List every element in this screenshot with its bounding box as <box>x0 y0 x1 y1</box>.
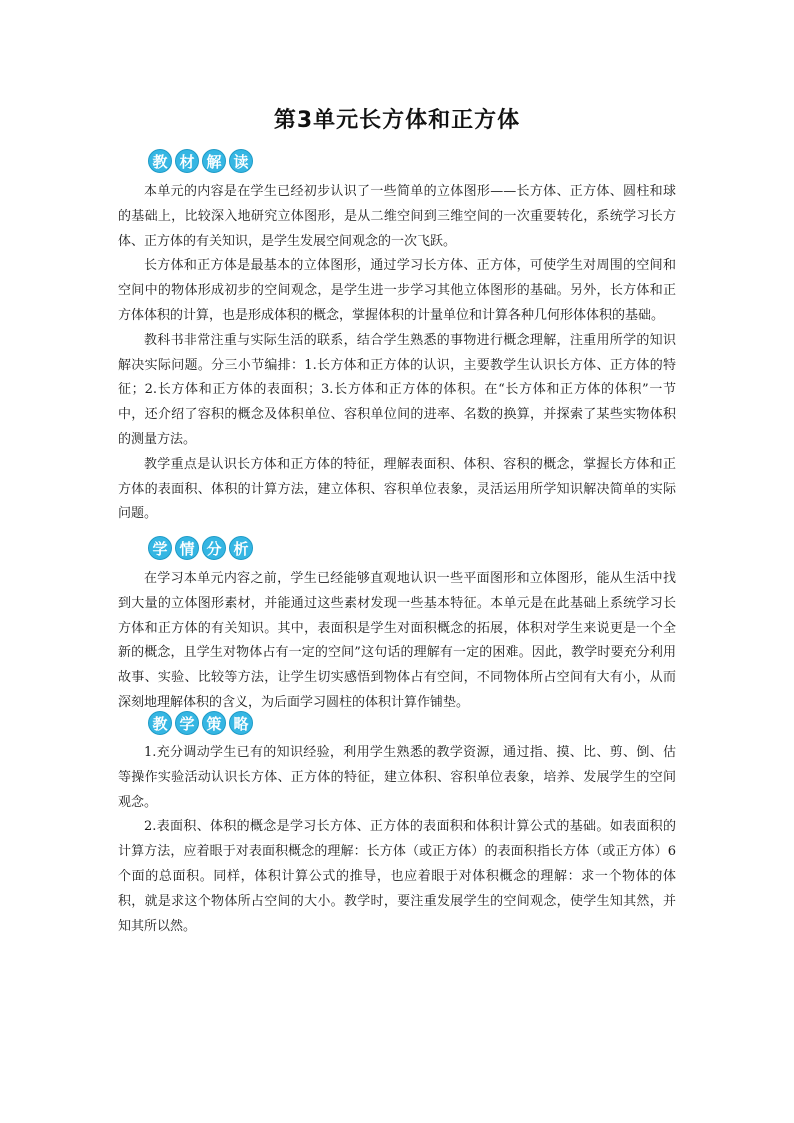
heading-char: 学 <box>148 536 172 560</box>
heading-char: 材 <box>175 149 199 173</box>
heading-char: 读 <box>229 149 253 173</box>
heading-char: 教 <box>148 149 172 173</box>
heading-char: 析 <box>229 536 253 560</box>
paragraph: 在学习本单元内容之前，学生已经能够直观地认识一些平面图形和立体图形，能从生活中找到大量的立体图形素材，并能通过这些素材发现一些基本特征。本单元是在此基础上系统学习长方体和正方体的有关知识。其中，表面积是学生对面积概念的拓展，体积对学生来说更是一个全新的概念，且学生对物体占有一定的空间”这句话的理解有一定的困难。因此，教学时要充分利用故事、实验、比较等方法，让学生切实感悟到物体占有空间，不同物体所占空间有大有小，从而深刻地理解体积的含义，为后面学习圆柱的体积计算作铺垫。 <box>118 571 676 710</box>
heading-char: 教 <box>148 711 172 735</box>
paragraph: 教学重点是认识长方体和正方体的特征，理解表面积、体积、容积的概念，掌握长方体和正方体的表面积、体积的计算方法，建立体积、容积单位表象，灵活运用所学知识解决简单的实际问题。 <box>118 456 676 522</box>
heading-char: 策 <box>202 711 226 735</box>
heading-char: 情 <box>175 536 199 560</box>
paragraph: 长方体和正方体是最基本的立体图形，通过学习长方体、正方体，可使学生对周围的空间和空间中的物体形成初步的空间观念，是学生进一步学习其他立体图形的基础。另外，长方体和正方体体积的计算，也是形成体积的概念，掌握体积的计量单位和计算各种几何形体体积的基础。 <box>118 258 676 323</box>
heading-char: 分 <box>202 536 226 560</box>
page-title: 第3单元长方体和正方体 <box>273 108 521 133</box>
section-heading-teaching-strategy <box>148 709 253 737</box>
paragraph: 1.充分调动学生已有的知识经验，利用学生熟悉的教学资源，通过指、摸、比、剪、倒、估等操作实验活动认识长方体、正方体的特征，建立体积、容积单位表象，培养、发展学生的空间观念。 <box>118 745 676 810</box>
section-body-textbook-analysis <box>118 180 676 527</box>
section-body-teaching-strategy <box>118 741 676 939</box>
heading-char: 学 <box>175 711 199 735</box>
section-heading-textbook-analysis <box>148 147 253 175</box>
section-heading-learner-analysis <box>148 534 253 562</box>
paragraph: 2.表面积、体积的概念是学习长方体、正方体的表面积和体积计算公式的基础。如表面积的计算方法，应着眼于对表面积概念的理解：长方体（或正方体）的表面积指长方体（或正方体）6个面的总面积。同样，体积计算公式的推导，也应着眼于对体积概念的理解：求一个物体的体积，就是求这个物体所占空间的大小。教学时，要注重发展学生的空间观念，使学生知其然，并知其所以然。 <box>118 819 676 934</box>
heading-char: 解 <box>202 149 226 173</box>
paragraph: 本单元的内容是在学生已经初步认识了一些简单的立体图形——长方体、正方体、圆柱和球的基础上，比较深入地研究立体图形，是从二维空间到三维空间的一次重要转化，系统学习长方体、正方体的有关知识，是学生发展空间观念的一次飞跃。 <box>118 184 676 249</box>
section-body-learner-analysis <box>118 567 676 716</box>
heading-char: 略 <box>229 711 253 735</box>
paragraph: 教科书非常注重与实际生活的联系，结合学生熟悉的事物进行概念理解，注重用所学的知识解决实际问题。分三小节编排：1.长方体和正方体的认识，主要教学生认识长方体、正方体的特征；2.长方体和正方体的表面积；3.长方体和正方体的体积。在“长方体和正方体的体积”一节中，还介绍了容积的概念及体积单位、容积单位间的进率、名数的换算，并探索了某些实物体积的测量方法。 <box>118 332 676 447</box>
